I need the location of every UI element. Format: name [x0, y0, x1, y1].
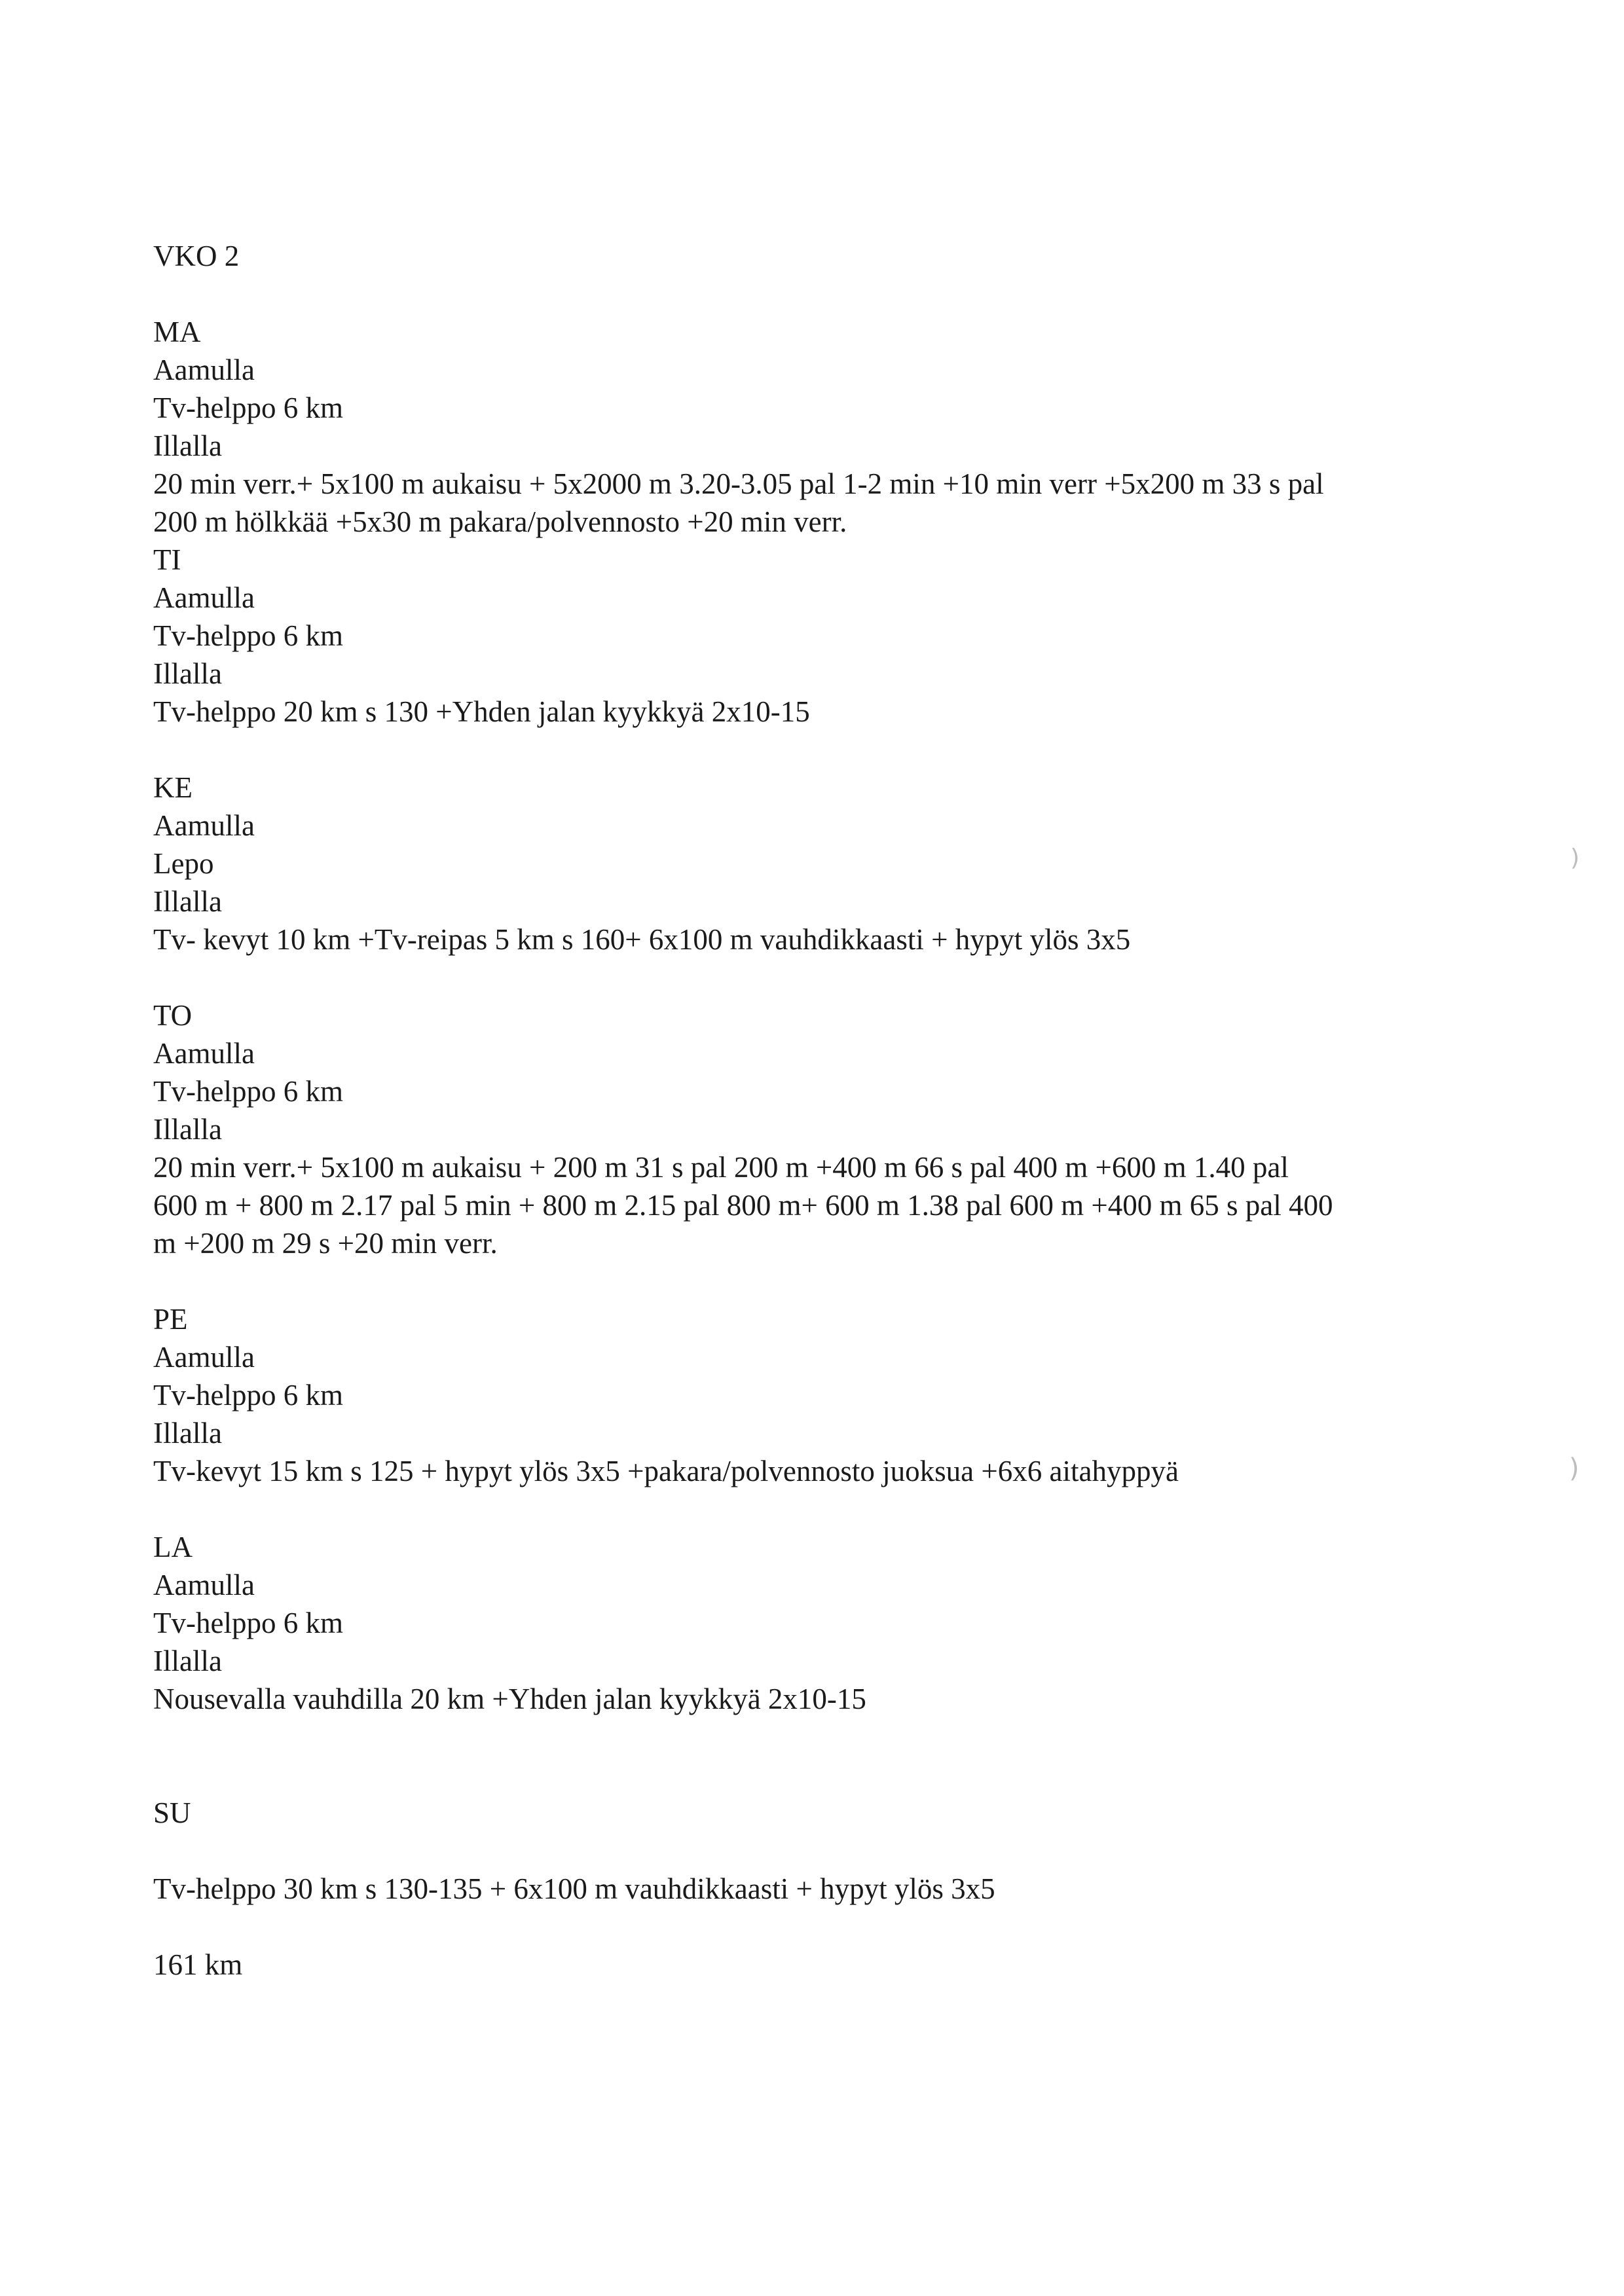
morning-label: Aamulla: [153, 1341, 255, 1374]
day-heading-pe: PE: [153, 1303, 188, 1336]
morning-session-ma: Tv-helppo 6 km: [153, 392, 343, 424]
day-block-ma: [153, 313, 1502, 541]
evening-label: Illalla: [153, 429, 222, 462]
weekly-total: 161 km: [153, 1948, 243, 1981]
evening-session-ma-line-1: 20 min verr.+ 5x100 m aukaisu + 5x2000 m 3.20-3.05 pal 1-2 min +10 min verr +5x200 m 33 s pal: [153, 467, 1324, 500]
scan-mark: ): [1570, 845, 1580, 871]
evening-label: Illalla: [153, 1113, 222, 1146]
morning-label: Aamulla: [153, 1037, 255, 1070]
day-block-ke: [153, 769, 1502, 958]
morning-session-la: Tv-helppo 6 km: [153, 1607, 343, 1639]
morning-label: Aamulla: [153, 354, 255, 386]
session-su: Tv-helppo 30 km s 130-135 + 6x100 m vauhdikkaasti + hypyt ylös 3x5: [153, 1872, 995, 1905]
day-heading-la: LA: [153, 1531, 193, 1563]
morning-session-to: Tv-helppo 6 km: [153, 1075, 343, 1108]
day-block-la: [153, 1528, 1502, 1718]
evening-session-ti: Tv-helppo 20 km s 130 +Yhden jalan kyykkyä 2x10-15: [153, 695, 810, 728]
morning-session-pe: Tv-helppo 6 km: [153, 1379, 343, 1412]
evening-label: Illalla: [153, 1645, 222, 1677]
evening-session-to-line-3: m +200 m 29 s +20 min verr.: [153, 1227, 498, 1260]
morning-label: Aamulla: [153, 809, 255, 842]
morning-label: Aamulla: [153, 1569, 255, 1601]
day-block-pe: [153, 1300, 1502, 1490]
day-block-ti: [153, 541, 1502, 731]
morning-session-ti: Tv-helppo 6 km: [153, 619, 343, 652]
evening-session-ke: Tv- kevyt 10 km +Tv-reipas 5 km s 160+ 6x100 m vauhdikkaasti + hypyt ylös 3x5: [153, 923, 1131, 956]
day-heading-to: TO: [153, 999, 193, 1032]
evening-label: Illalla: [153, 1417, 222, 1449]
day-heading-ti: TI: [153, 543, 181, 576]
scan-mark: ): [1569, 1453, 1579, 1484]
evening-session-pe: Tv-kevyt 15 km s 125 + hypyt ylös 3x5 +pakara/polvennosto juoksua +6x6 aitahyppyä: [153, 1455, 1179, 1487]
day-heading-ke: KE: [153, 771, 193, 804]
day-heading-su: SU: [153, 1796, 191, 1829]
evening-label: Illalla: [153, 885, 222, 918]
morning-label: Aamulla: [153, 581, 255, 614]
training-plan: [153, 237, 1502, 1984]
evening-session-ma-line-2: 200 m hölkkää +5x30 m pakara/polvennosto +20 min verr.: [153, 505, 847, 538]
morning-session-ke: Lepo: [153, 847, 214, 880]
day-heading-ma: MA: [153, 316, 201, 348]
evening-session-to-line-2: 600 m + 800 m 2.17 pal 5 min + 800 m 2.15 pal 800 m+ 600 m 1.38 pal 600 m +400 m 65 s pal 400: [153, 1189, 1333, 1222]
evening-session-to-line-1: 20 min verr.+ 5x100 m aukaisu + 200 m 31 s pal 200 m +400 m 66 s pal 400 m +600 m 1.40 pal: [153, 1151, 1289, 1184]
week-title: VKO 2: [153, 240, 240, 272]
day-block-su: [153, 1794, 1502, 1908]
evening-session-la: Nousevalla vauhdilla 20 km +Yhden jalan kyykkyä 2x10-15: [153, 1683, 866, 1715]
day-block-to: [153, 996, 1502, 1262]
evening-label: Illalla: [153, 657, 222, 690]
